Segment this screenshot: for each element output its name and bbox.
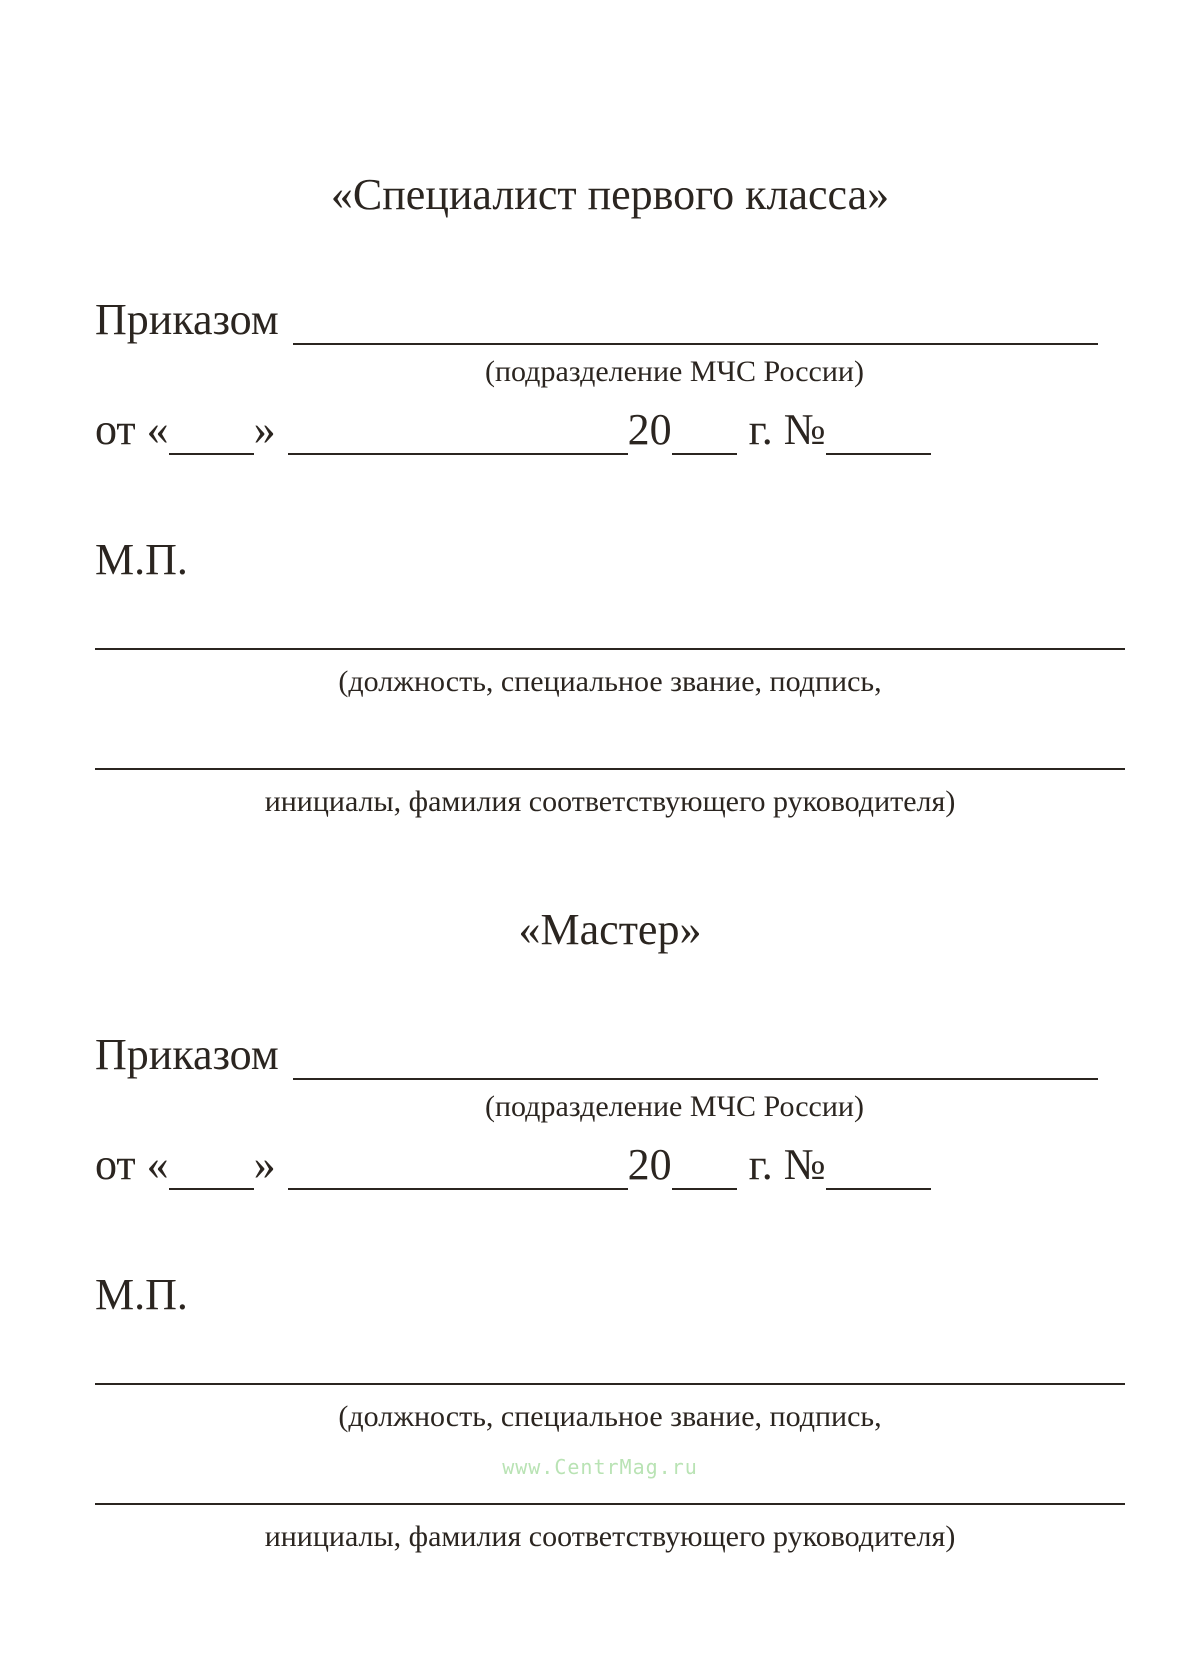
order-number-blank[interactable] xyxy=(826,413,931,455)
day-blank[interactable] xyxy=(169,1148,254,1190)
date-prefix: от « xyxy=(95,405,169,454)
date-prefix: от « xyxy=(95,1140,169,1189)
day-blank[interactable] xyxy=(169,413,254,455)
order-label: Приказом xyxy=(95,1030,279,1079)
order-row xyxy=(95,295,1098,345)
order-label: Приказом xyxy=(95,295,279,344)
stamp-label: М.П. xyxy=(95,535,188,584)
month-blank[interactable] xyxy=(288,1148,628,1190)
date-quote-close: » xyxy=(253,1140,276,1189)
signature-caption-2: инициалы, фамилия соответствующего руководителя) xyxy=(264,1520,956,1553)
order-date-row xyxy=(95,1140,931,1190)
year-prefix: 20 xyxy=(627,1140,672,1189)
number-label: г. № xyxy=(748,1140,826,1189)
year-blank[interactable] xyxy=(672,1148,737,1190)
signature-caption-1: (должность, специальное звание, подпись, xyxy=(338,665,882,698)
stamp-label: М.П. xyxy=(95,1270,188,1319)
order-row xyxy=(95,1030,1098,1080)
signature-line-2[interactable] xyxy=(95,768,1125,770)
order-number-blank[interactable] xyxy=(826,1148,931,1190)
signature-line-2[interactable] xyxy=(95,1503,1125,1505)
unit-caption: (подразделение МЧС России) xyxy=(485,1090,864,1123)
signature-caption-2: инициалы, фамилия соответствующего руководителя) xyxy=(264,785,956,818)
section-specialist-first-class xyxy=(95,170,1125,870)
year-blank[interactable] xyxy=(672,413,737,455)
year-prefix: 20 xyxy=(627,405,672,454)
order-date-row xyxy=(95,405,931,455)
order-unit-blank[interactable] xyxy=(293,1038,1098,1080)
date-quote-close: » xyxy=(253,405,276,454)
order-unit-blank[interactable] xyxy=(293,303,1098,345)
unit-caption: (подразделение МЧС России) xyxy=(485,355,864,388)
section-title: «Специалист первого класса» xyxy=(330,170,890,219)
section-title: «Мастер» xyxy=(518,905,702,954)
section-master xyxy=(95,905,1125,1605)
signature-caption-1: (должность, специальное звание, подпись, xyxy=(338,1400,882,1433)
number-label: г. № xyxy=(748,405,826,454)
signature-line-1[interactable] xyxy=(95,648,1125,650)
signature-line-1[interactable] xyxy=(95,1383,1125,1385)
watermark-text: www.CentrMag.ru xyxy=(502,1455,698,1479)
month-blank[interactable] xyxy=(288,413,628,455)
